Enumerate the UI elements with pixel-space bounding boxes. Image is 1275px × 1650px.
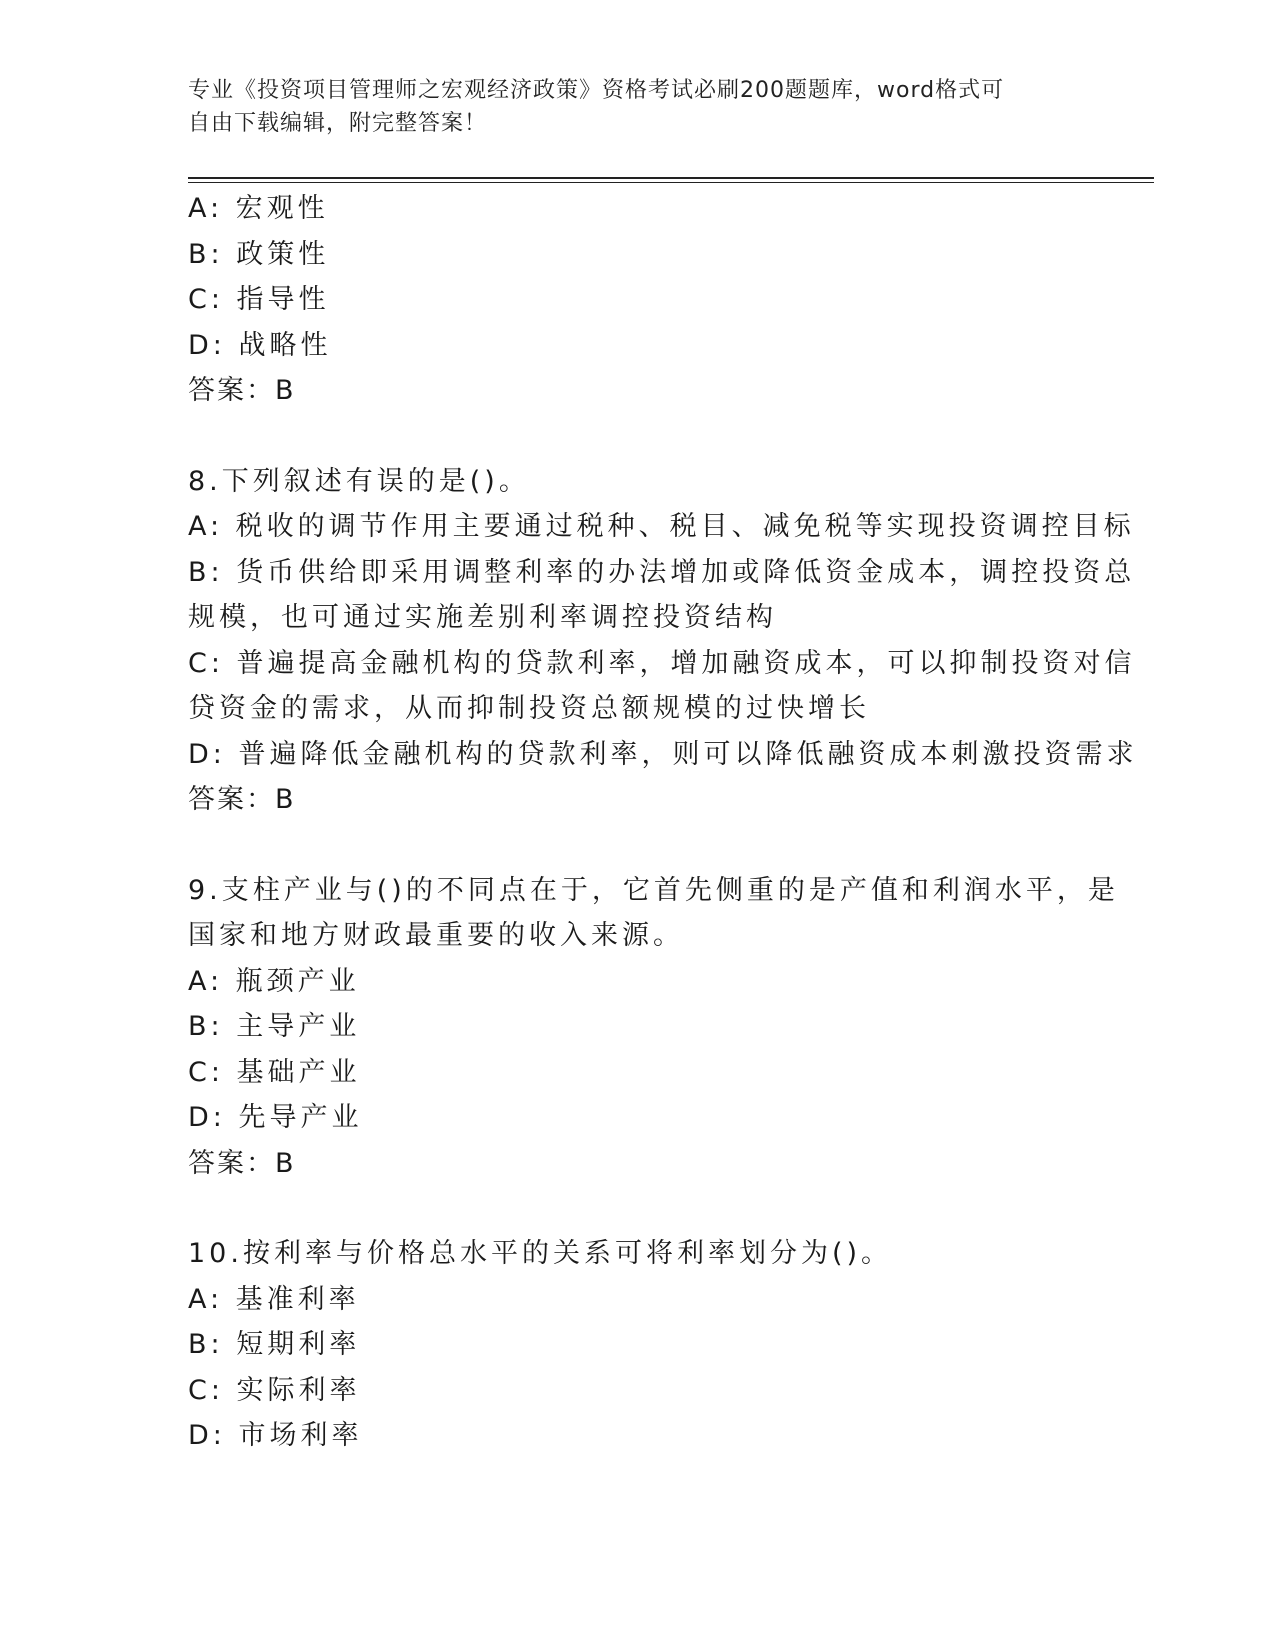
spacer [188, 414, 1088, 459]
header-line-1: 专业《投资项目管理师之宏观经济政策》资格考试必刷200题题库，word格式可 [188, 78, 1005, 103]
document-header [188, 74, 1068, 140]
option-b: B: 政策性 [188, 238, 330, 270]
question-stem-line-1: 9.支柱产业与()的不同点在于，它首先侧重的是产值和利润水平，是 [188, 874, 1119, 906]
spacer [188, 823, 1088, 868]
answer-line: 答案：B [188, 784, 296, 815]
question-8 [188, 459, 1138, 823]
question-9 [188, 868, 1119, 1187]
header-divider-thin [188, 182, 1154, 183]
option-b-line-2: 规模，也可通过实施差别利率调控投资结构 [188, 602, 777, 633]
question-7 [188, 186, 1088, 414]
question-list [188, 186, 1138, 1459]
option-c: C: 基础产业 [188, 1056, 361, 1088]
question-stem-line-2: 国家和地方财政最重要的收入来源。 [188, 920, 684, 951]
option-a: A: 基准利率 [188, 1283, 360, 1315]
question-stem: 8.下列叙述有误的是()。 [188, 465, 530, 497]
spacer [188, 1186, 1088, 1231]
header-line-2: 自由下载编辑，附完整答案！ [188, 111, 488, 136]
answer-line: 答案：B [188, 1147, 296, 1179]
option-a: A: 瓶颈产业 [188, 965, 360, 997]
option-c-line-1: C: 普遍提高金融机构的贷款利率，增加融资成本，可以抑制投资对信 [188, 647, 1136, 679]
answer-line: 答案：B [188, 375, 296, 406]
option-a: A: 税收的调节作用主要通过税种、税目、减免税等实现投资调控目标 [188, 511, 1135, 542]
header-divider-thick [188, 177, 1154, 179]
option-b: B: 主导产业 [188, 1011, 361, 1042]
question-stem: 10.按利率与价格总水平的关系可将利率划分为()。 [188, 1238, 893, 1269]
option-c-line-2: 贷资金的需求，从而抑制投资总额规模的过快增长 [188, 693, 870, 724]
question-10 [188, 1231, 1088, 1459]
option-c: C: 指导性 [188, 284, 330, 315]
option-a: A: 宏观性 [188, 193, 329, 224]
option-d: D: 战略性 [188, 329, 332, 361]
option-b-line-1: B: 货币供给即采用调整利率的办法增加或降低资金成本，调控投资总 [188, 556, 1136, 588]
option-d: D: 先导产业 [188, 1102, 363, 1133]
option-b: B: 短期利率 [188, 1329, 361, 1360]
option-d: D: 市场利率 [188, 1420, 363, 1451]
option-d: D: 普遍降低金融机构的贷款利率，则可以降低融资成本刺激投资需求 [188, 738, 1138, 770]
option-c: C: 实际利率 [188, 1374, 361, 1406]
